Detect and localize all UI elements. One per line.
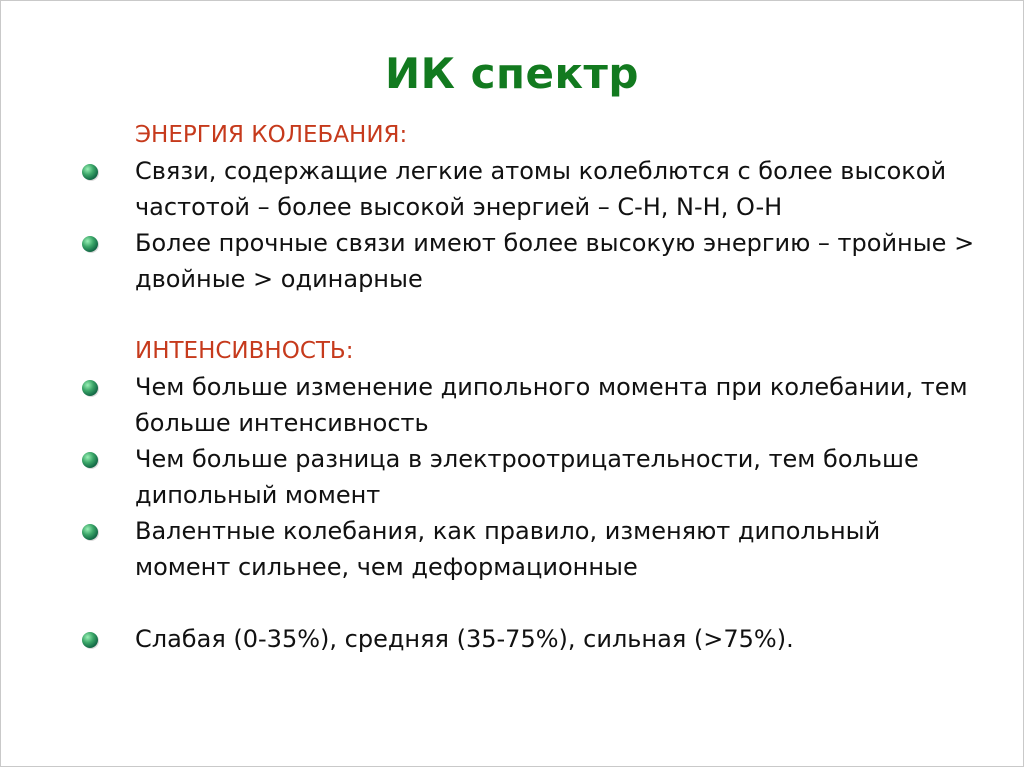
green-sphere-bullet-icon xyxy=(82,524,98,540)
green-sphere-bullet-icon xyxy=(82,164,98,180)
green-sphere-bullet-icon xyxy=(82,452,98,468)
green-sphere-bullet-icon xyxy=(82,380,98,396)
green-sphere-bullet-icon xyxy=(82,236,98,252)
green-sphere-bullet-icon xyxy=(82,632,98,648)
spacer xyxy=(77,297,977,333)
bullet-text: Более прочные связи имеют более высокую энергию – тройные > двойные > одинарные xyxy=(135,229,975,293)
slide-title: ИК спектр xyxy=(385,49,639,98)
bullet-text: Чем больше разница в электроотрицательности, тем больше дипольный момент xyxy=(135,445,919,509)
section-heading-intensity: ИНТЕНСИВНОСТЬ: xyxy=(135,338,354,364)
slide-content xyxy=(77,117,977,657)
bullet-text: Связи, содержащие легкие атомы колеблются с более высокой частотой – более высокой энергией – С-Н, N-H, O-H xyxy=(135,157,947,221)
bullet-item xyxy=(77,225,977,297)
bullet-text: Слабая (0-35%), средняя (35-75%), сильная (>75%). xyxy=(135,625,794,653)
bullet-item-intensity-scale xyxy=(77,621,977,657)
bullet-text: Чем больше изменение дипольного момента при колебании, тем больше интенсивность xyxy=(135,373,968,437)
bullet-item xyxy=(77,441,977,513)
bullet-item xyxy=(77,513,977,585)
bullet-item xyxy=(77,369,977,441)
spacer xyxy=(77,585,977,621)
bullet-item xyxy=(77,153,977,225)
bullet-text: Валентные колебания, как правило, изменяют дипольный момент сильнее, чем деформационные xyxy=(135,517,881,581)
section-heading-energy: ЭНЕРГИЯ КОЛЕБАНИЯ: xyxy=(135,122,408,148)
